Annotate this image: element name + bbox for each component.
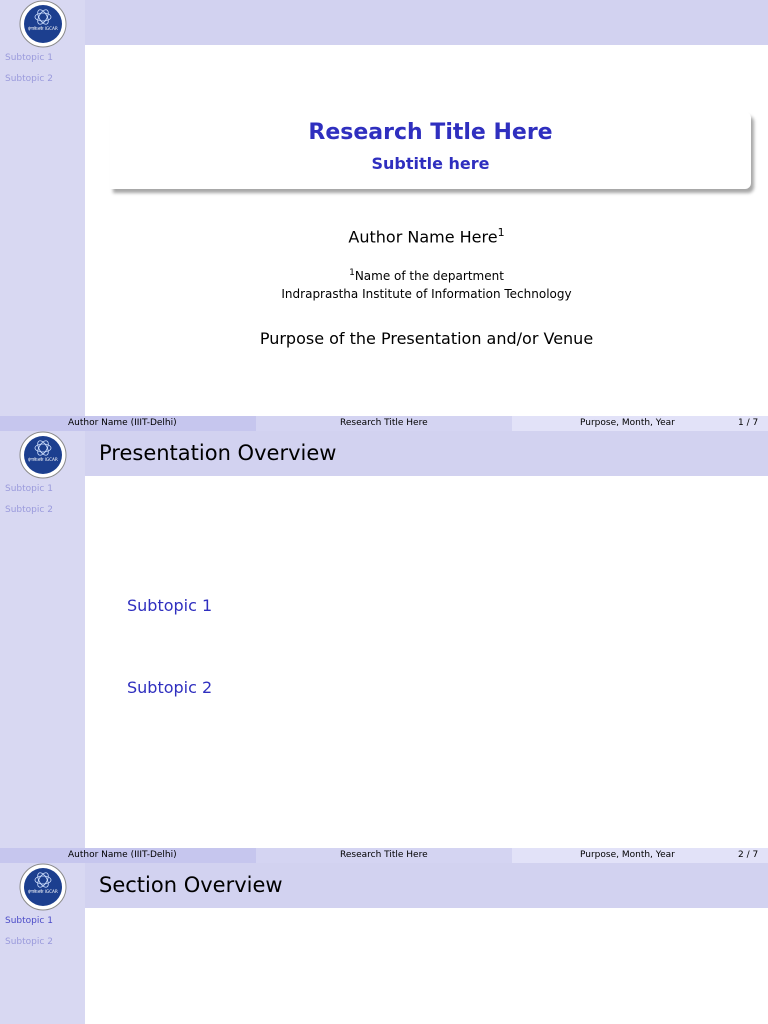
frame-title: Presentation Overview bbox=[99, 441, 337, 465]
overview-link-subtopic-1[interactable]: Subtopic 1 bbox=[127, 596, 213, 615]
frame-title: Section Overview bbox=[99, 873, 283, 897]
slide-section-overview bbox=[0, 863, 768, 1024]
sidebar bbox=[0, 431, 85, 863]
igcar-logo-icon bbox=[19, 431, 67, 479]
footer-author: Author Name (IIIT-Delhi) bbox=[68, 418, 177, 428]
slide-title bbox=[0, 0, 768, 431]
logo-text: इंगाकेअके IGCAR bbox=[28, 457, 58, 462]
overview-link-subtopic-2[interactable]: Subtopic 2 bbox=[127, 678, 213, 697]
footer-venue: Purpose, Month, Year bbox=[580, 418, 675, 428]
institute-name: Indraprastha Institute of Information Technology bbox=[281, 287, 572, 301]
department-name: Name of the department bbox=[354, 269, 504, 283]
sidebar bbox=[0, 0, 85, 431]
author-line bbox=[85, 226, 768, 246]
logo-text: इंगाकेअके IGCAR bbox=[28, 26, 58, 31]
purpose-venue: Purpose of the Presentation and/or Venue bbox=[259, 329, 594, 348]
presentation-title: Research Title Here bbox=[308, 120, 553, 145]
slide-overview bbox=[0, 431, 768, 863]
page-number: 1 / 7 bbox=[738, 418, 759, 428]
igcar-logo-icon bbox=[19, 863, 67, 911]
footer-title: Research Title Here bbox=[340, 850, 428, 860]
affiliation-superscript: 1 bbox=[349, 268, 355, 278]
sidebar-item-subtopic-2[interactable]: Subtopic 2 bbox=[5, 74, 53, 84]
header-bar bbox=[85, 0, 768, 45]
logo-text: इंगाकेअके IGCAR bbox=[28, 889, 58, 894]
presentation-subtitle: Subtitle here bbox=[371, 154, 490, 173]
title-box bbox=[110, 112, 751, 189]
page-number: 2 / 7 bbox=[738, 850, 759, 860]
sidebar-item-subtopic-1[interactable]: Subtopic 1 bbox=[5, 53, 53, 63]
igcar-logo-icon bbox=[19, 0, 67, 48]
sidebar-item-subtopic-1[interactable]: Subtopic 1 bbox=[5, 484, 53, 494]
sidebar-item-subtopic-2[interactable]: Subtopic 2 bbox=[5, 937, 53, 947]
sidebar-item-subtopic-2[interactable]: Subtopic 2 bbox=[5, 505, 53, 515]
department-line bbox=[85, 268, 768, 283]
footer-venue: Purpose, Month, Year bbox=[580, 850, 675, 860]
footer-author: Author Name (IIIT-Delhi) bbox=[68, 850, 177, 860]
footer-bar bbox=[0, 416, 768, 431]
footer-bar bbox=[0, 848, 768, 863]
author-superscript: 1 bbox=[497, 226, 505, 239]
footer-title: Research Title Here bbox=[340, 418, 428, 428]
author-name: Author Name Here bbox=[348, 227, 498, 247]
sidebar-item-subtopic-1[interactable]: Subtopic 1 bbox=[5, 916, 53, 926]
